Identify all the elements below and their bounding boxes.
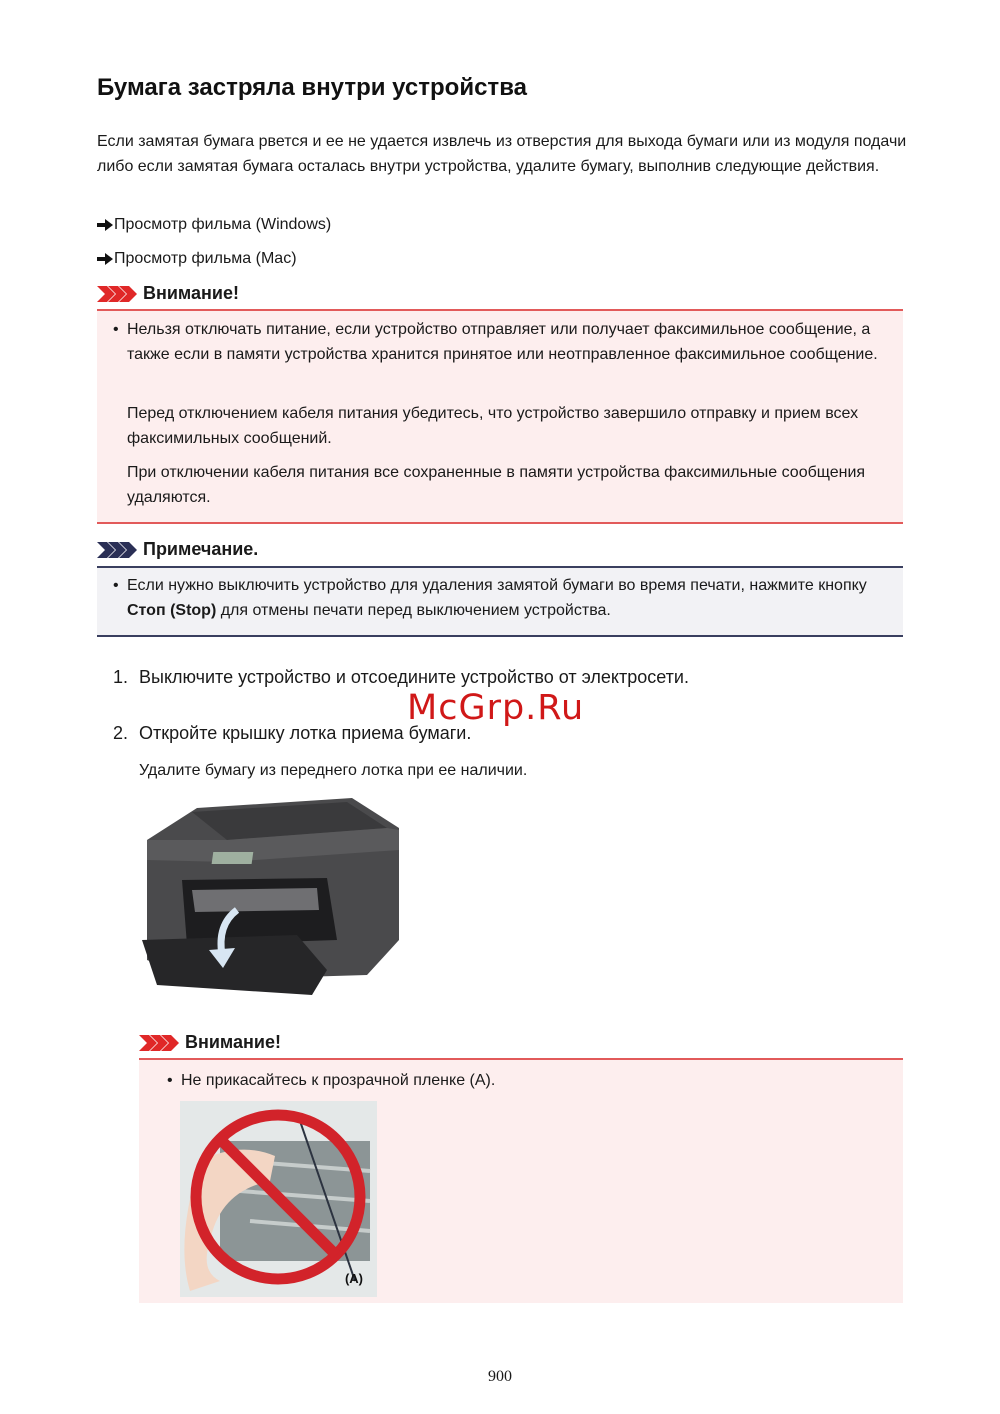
caution-paragraph: При отключении кабеля питания все сохраненные в памяти устройства факсимильные сообщения удаляются. bbox=[127, 464, 866, 506]
caution-heading-2 bbox=[139, 1032, 281, 1053]
arrow-right-icon bbox=[97, 219, 113, 231]
caution-paragraph: Перед отключением кабеля питания убедитесь, что устройство завершило отправку и прием всех факсимильных сообщений. bbox=[127, 405, 859, 447]
caution-chevrons-icon bbox=[139, 1035, 179, 1051]
note-chevrons-icon bbox=[97, 542, 137, 558]
step-1: 1. Выключите устройство и отсоедините устройство от электросети. bbox=[113, 667, 689, 687]
note-title: Примечание. bbox=[143, 539, 259, 559]
page-number: 900 bbox=[488, 1368, 512, 1385]
step-2: 2. Откройте крышку лотка приема бумаги. bbox=[113, 723, 472, 743]
link-label[interactable]: Просмотр фильма (Mac) bbox=[114, 250, 297, 267]
link-label[interactable]: Просмотр фильма (Windows) bbox=[114, 216, 332, 233]
caution-box bbox=[97, 309, 903, 524]
caution-heading bbox=[97, 283, 239, 304]
movie-link-mac[interactable] bbox=[97, 248, 297, 270]
caution-bullet: • Не прикасайтесь к прозрачной пленке (A). bbox=[167, 1072, 496, 1089]
caution-title: Внимание! bbox=[185, 1032, 281, 1052]
caution-box-2 bbox=[139, 1058, 903, 1303]
stop-button-name: Стоп (Stop) bbox=[127, 602, 217, 619]
intro-paragraph: Если замятая бумага рвется и ее не удается извлечь из отверстия для выхода бумаги или из модуля подачи либо если замятая бумага осталась внутри устройства, удалите бумагу, выполнив следующие действия. bbox=[97, 133, 907, 175]
caution-title: Внимание! bbox=[143, 283, 239, 303]
film-warning-illustration bbox=[180, 1101, 377, 1297]
printer-illustration bbox=[137, 790, 409, 1008]
page-title: Бумага застряла внутри устройства bbox=[97, 74, 527, 101]
note-box bbox=[97, 566, 903, 637]
step-2-subtext: Удалите бумагу из переднего лотка при ее наличии. bbox=[139, 762, 528, 779]
label-a: (A) bbox=[344, 1271, 364, 1286]
caution-bullet: • Нельзя отключать питание, если устройство отправляет или получает факсимильное сообщение, а также если в памяти устройства хранится принятое или неотправленное факсимильное сообщение. bbox=[113, 321, 878, 363]
arrow-right-icon bbox=[97, 253, 113, 265]
note-bullet: • Если нужно выключить устройство для удаления замятой бумаги во время печати, нажмите кнопку Стоп (Stop) для отмены печати перед выключением устройства. bbox=[113, 577, 867, 619]
watermark: McGrp.Ru bbox=[407, 688, 585, 728]
movie-link-windows[interactable] bbox=[97, 214, 331, 236]
caution-chevrons-icon bbox=[97, 286, 137, 302]
note-heading bbox=[97, 539, 258, 560]
